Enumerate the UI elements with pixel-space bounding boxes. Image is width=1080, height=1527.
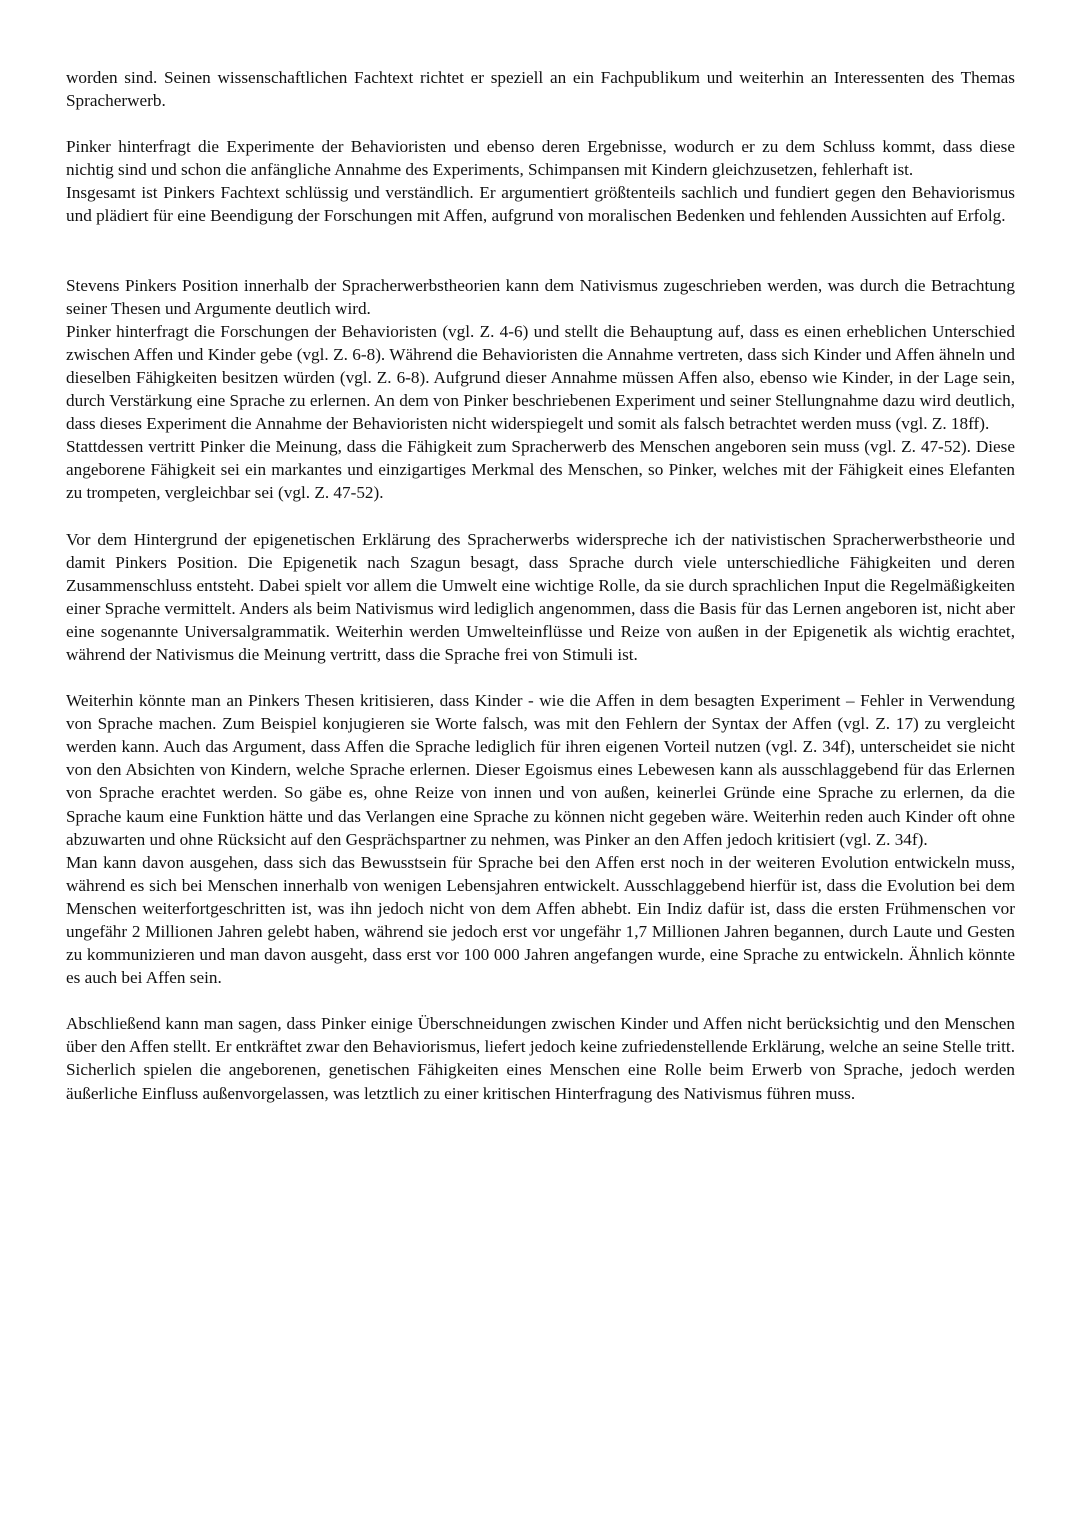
- paragraph-epigenetics-counterargument: Vor dem Hintergrund der epigenetischen Erklärung des Spracherwerbs widerspreche ich der nativistischen Spracherwerbstheorie und damit Pinkers Position. Die Epigenetik nach Szagun besagt, dass Sprache durch viele unterschiedliche Fähigkeiten und deren Zusammenschluss entsteht. Dabei spielt vor allem die Umwelt eine wichtige Rolle, da sie durch sprachlichen Input die Regelmäßigkeiten einer Sprache vermittelt. Anders als beim Nativismus wird lediglich angenommen, dass die Basis für das Lernen angeboren ist, nicht aber eine sogenannte Universalgrammatik. Weiterhin werden Umwelteinflüsse und Reize von außen in der Epigenetik als wichtig erachtet, während der Nativismus die Meinung vertritt, dass die Sprache frei von Stimuli ist.: [66, 529, 1015, 664]
- paragraph-pinker-position-nativism: Stevens Pinkers Position innerhalb der Spracherwerbstheorien kann dem Nativismus zugeschrieben werden, was durch die Betrachtung seiner Thesen und Argumente deutlich wird.: [66, 275, 1015, 318]
- document-page: [66, 66, 1015, 1105]
- paragraph-evolution-argument: Man kann davon ausgehen, dass sich das Bewusstsein für Sprache bei den Affen erst noch in der weiteren Evolution entwickeln muss, während es sich bei Menschen innerhalb von wenigen Lebensjahren entwickelt. Ausschlaggebend hierfür ist, dass die Evolution bei dem Menschen weiterfortgeschritten ist, was ihn jedoch nicht von dem Affen abhebt. Ein Indiz dafür ist, dass die ersten Frühmenschen vor ungefähr 2 Millionen Jahren gelebt haben, während sie jedoch erst vor ungefähr 1,7 Millionen Jahren begannen, durch Laute und Gesten zu kommunizieren und man davon ausgeht, dass erst vor 100 000 Jahren angefangen wurde, eine Sprache zu entwickeln. Ähnlich könnte es auch bei Affen sein.: [66, 852, 1015, 988]
- paragraph-overall-assessment: Insgesamt ist Pinkers Fachtext schlüssig und verständlich. Er argumentiert größtenteils sachlich und fundiert gegen den Behaviorismus und plädiert für eine Beendigung der Forschungen mit Affen, aufgrund von moralischen Bedenken und fehlenden Aussichten auf Erfolg.: [66, 183, 1015, 226]
- paragraph-innate-ability: Stattdessen vertritt Pinker die Meinung, dass die Fähigkeit zum Spracherwerb des Menschen angeboren sein muss (vgl. Z. 47-52). Diese angeborene Fähigkeit sei ein markantes und einzigartiges Merkmal des Menschen, so Pinker, welches mit der Fähigkeit eines Elefanten zu trompeten, vergleichbar sei (vgl. Z. 47-52).: [66, 437, 1015, 503]
- paragraph-criticism-children-errors: Weiterhin könnte man an Pinkers Thesen kritisieren, dass Kinder - wie die Affen in dem besagten Experiment – Fehler in Verwendung von Sprache machen. Zum Beispiel konjugieren sie Worte falsch, was mit den Fehlern der Syntax der Affen (vgl. Z. 17) zu vergleicht werden kann. Auch das Argument, dass Affen die Sprache lediglich für ihren eigenen Vorteil nutzen (vgl. Z. 34f), unterscheidet sie nicht von den Absichten von Kindern, welche Sprache erlernen. Dieser Egoismus eines Lebewesen kann als ausschlaggebend für das Erlernen von Sprache erachtet werden. So gäbe es, ohne Reize von innen und von außen, keinerlei Gründe eine Sprache zu erlernen, da die Sprache kaum eine Funktion hätte und das Verlangen eine Sprache zu können nicht gegeben wäre. Weiterhin reden auch Kinder oft ohne abzuwarten und ohne Rücksicht auf den Gesprächspartner zu nehmen, was Pinker an den Affen jedoch kritisiert (vgl. Z. 34f).: [66, 691, 1015, 849]
- paragraph-spacer: [66, 505, 1015, 528]
- paragraph-pinker-questions-experiments: Pinker hinterfragt die Experimente der Behavioristen und ebenso deren Ergebnisse, wodurch er zu dem Schluss kommt, dass diese nichtig sind und schon die anfängliche Annahme des Experiments, Schimpansen mit Kindern gleichzusetzen, fehlerhaft ist.: [66, 137, 1015, 180]
- paragraph-spacer: [66, 666, 1015, 689]
- paragraph-behaviorists-research: Pinker hinterfragt die Forschungen der Behavioristen (vgl. Z. 4-6) und stellt die Behauptung auf, dass es einen erheblichen Unterschied zwischen Affen und Kinder gebe (vgl. Z. 6-8). Während die Behavioristen die Annahme vertreten, dass sich Kinder und Affen ähneln und dieselben Fähigkeiten besitzen würden (vgl. Z. 6-8). Aufgrund dieser Annahme müssen Affen also, ebenso wie Kinder, in der Lage sein, durch Verstärkung eine Sprache zu erlernen. An dem von Pinker beschriebenen Experiment und seiner Stellungnahme dazu wird deutlich, dass dieses Experiment die Annahme der Behavioristen nicht widerspiegelt und somit als falsch betrachtet werden muss (vgl. Z. 18ff).: [66, 321, 1015, 434]
- paragraph-conclusion: Abschließend kann man sagen, dass Pinker einige Überschneidungen zwischen Kinder und Affen nicht berücksichtig und den Menschen über den Affen stellt. Er entkräftet zwar den Behaviorismus, liefert jedoch keine zufriedenstellende Erklärung, welche an seine Stelle tritt. Sicherlich spielen die angeborenen, genetischen Fähigkeiten eines Menschen eine Rolle beim Erwerb von Sprache, jedoch werden äußerliche Einfluss außenvorgelassen, was letztlich zu einer kritischen Hinterfragung des Nativismus führen muss.: [66, 1014, 1015, 1103]
- paragraph-intro-audience: worden sind. Seinen wissenschaftlichen Fachtext richtet er speziell an ein Fachpublikum und weiterhin an Interessenten des Themas Spracherwerb.: [66, 68, 1015, 111]
- section-spacer: [66, 228, 1015, 274]
- paragraph-spacer: [66, 989, 1015, 1012]
- paragraph-spacer: [66, 112, 1015, 135]
